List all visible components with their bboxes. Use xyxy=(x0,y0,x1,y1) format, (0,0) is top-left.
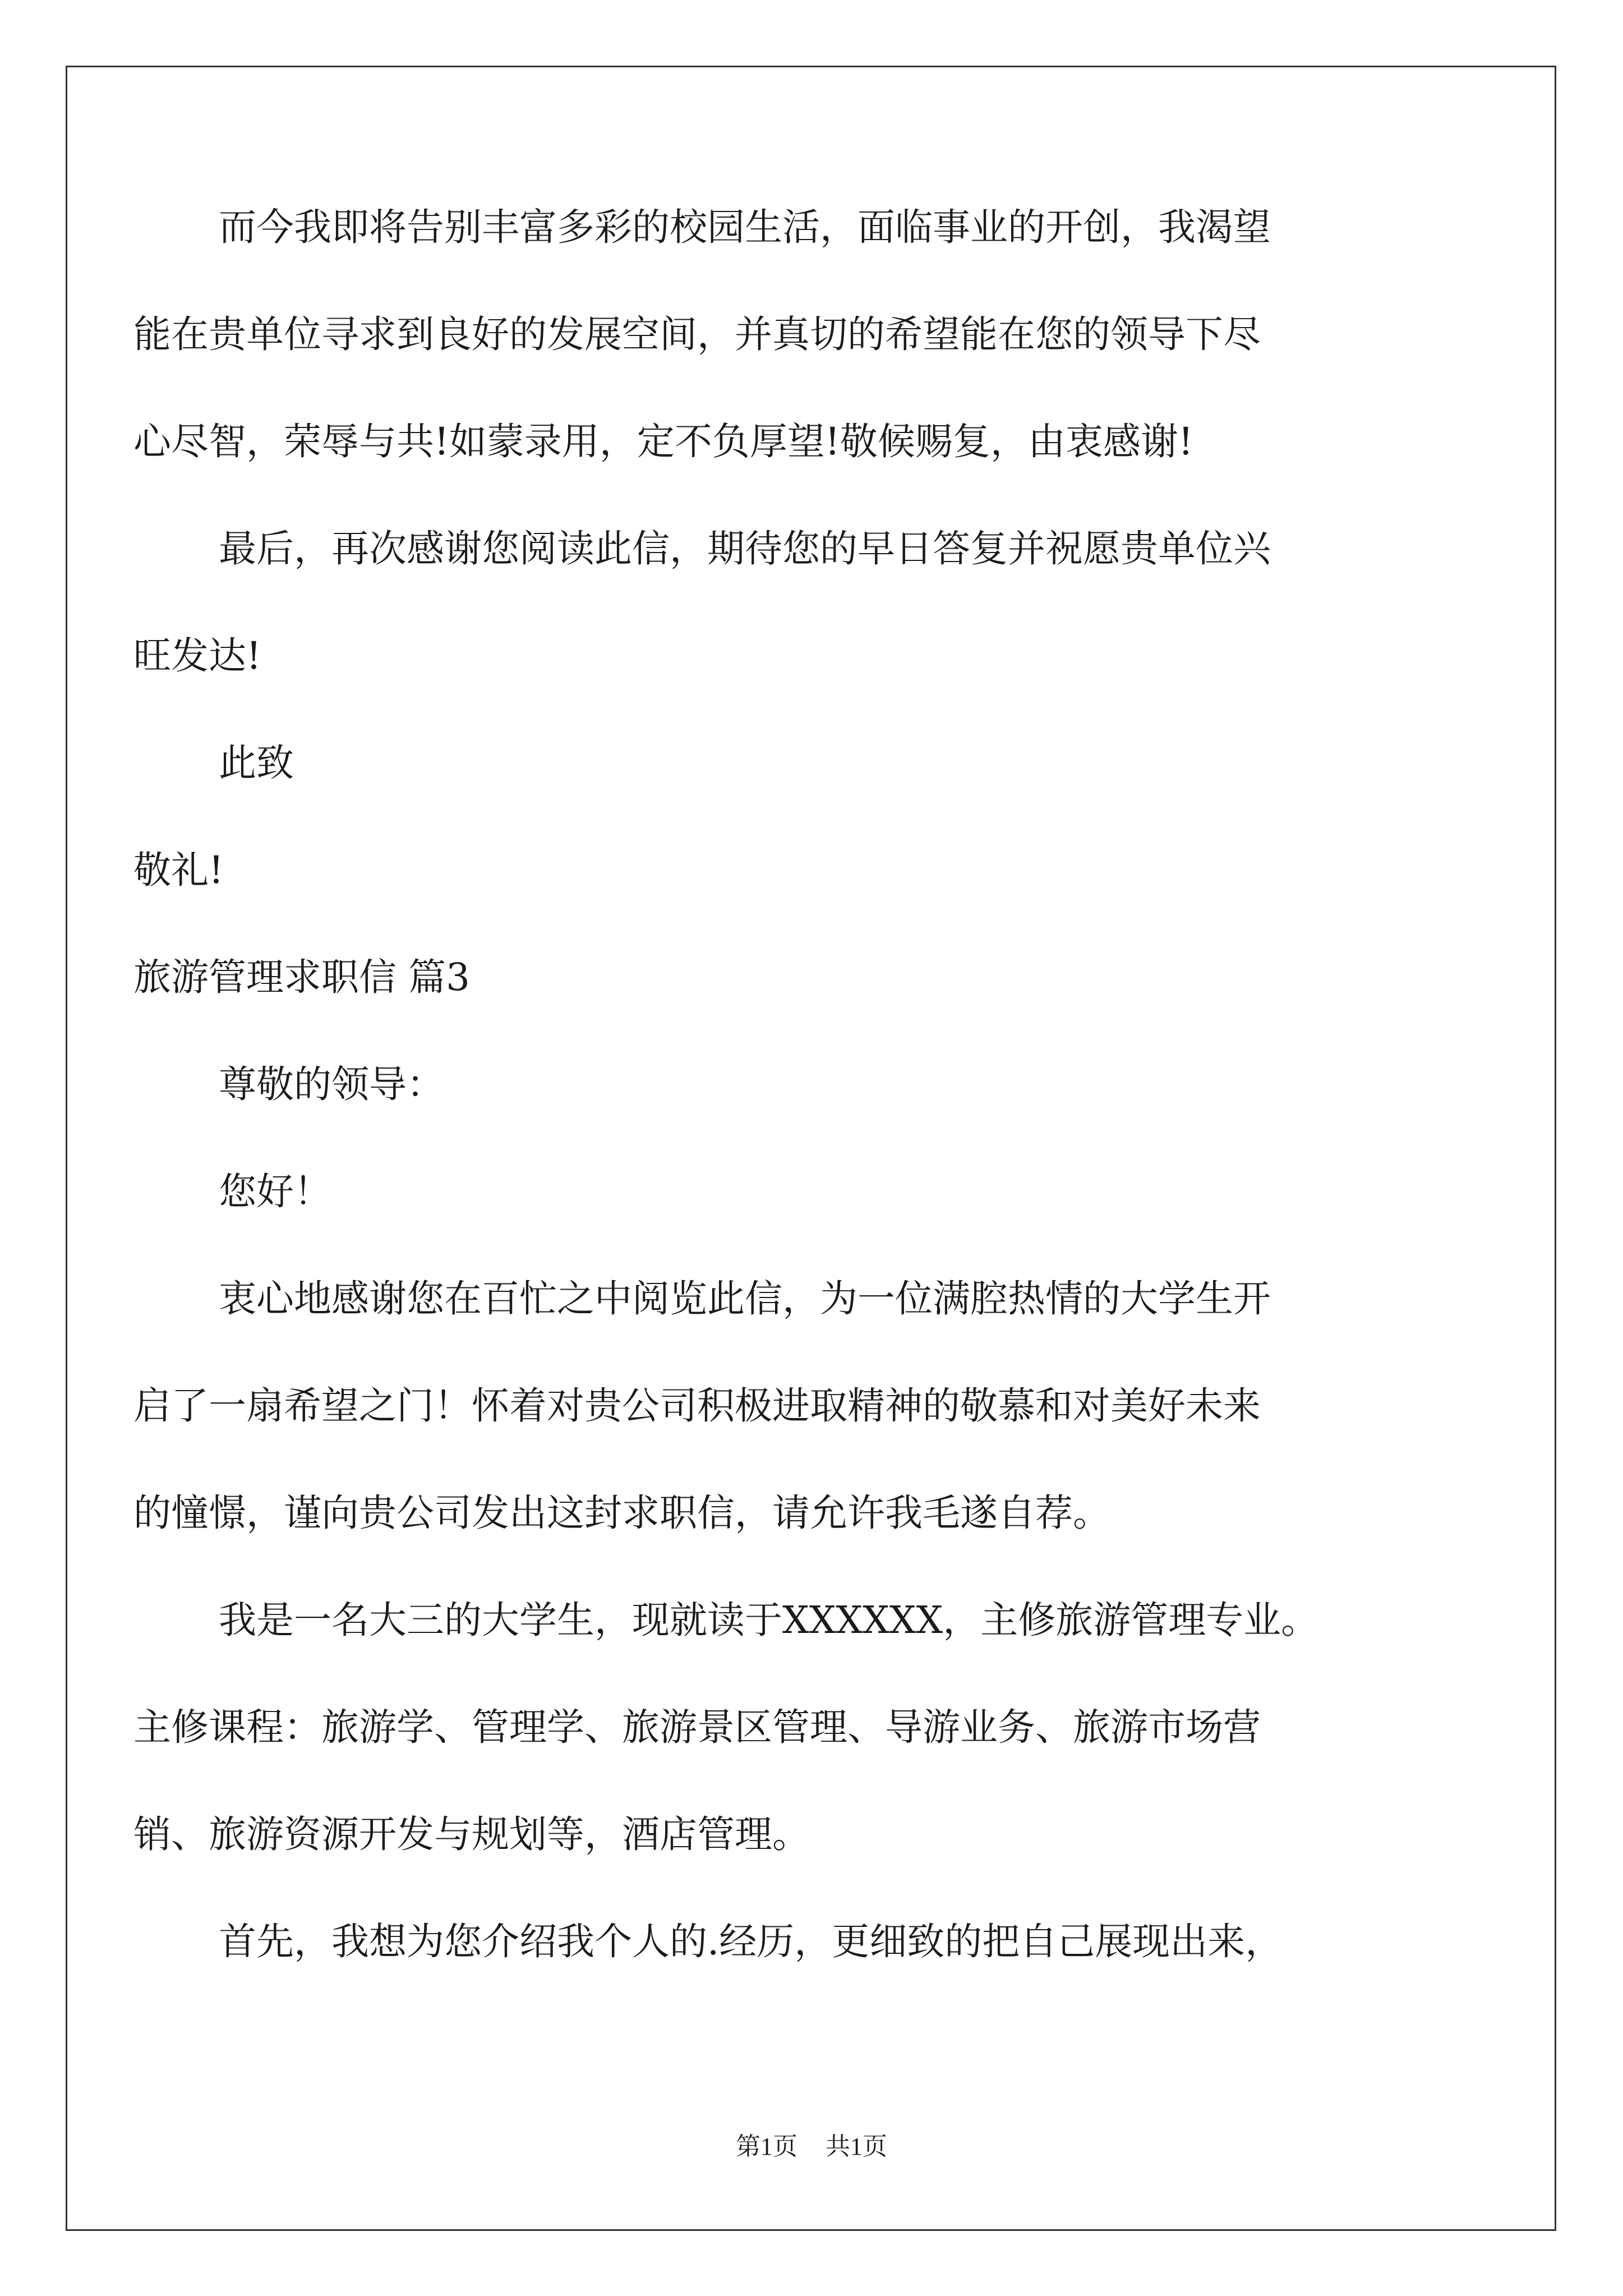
page-total: 共1页 xyxy=(826,2133,887,2160)
text-line: 首先，我想为您介绍我个人的.经历，更细致的把自己展现出来， xyxy=(219,1920,1283,1963)
text-line: 我是一名大三的大学生，现就读于XXXXXX，主修旅游管理专业。 xyxy=(219,1598,1319,1642)
text-line: 主修课程：旅游学、管理学、旅游景区管理、导游业务、旅游市场营 xyxy=(133,1705,1261,1749)
text-line: 启了一扇希望之门！怀着对贵公司积极进取精神的敬慕和对美好未来 xyxy=(133,1384,1261,1428)
text-line: 能在贵单位寻求到良好的发展空间，并真切的希望能在您的领导下尽 xyxy=(133,312,1261,356)
text-line: 销、旅游资源开发与规划等，酒店管理。 xyxy=(133,1812,810,1856)
text-line: 最后，再次感谢您阅读此信，期待您的早日答复并祝愿贵单位兴 xyxy=(219,527,1271,570)
closing-regards: 敬礼! xyxy=(133,848,224,892)
page-number: 第1页 xyxy=(736,2133,797,2160)
closing-salutation: 此致 xyxy=(219,741,294,785)
page-footer xyxy=(0,2126,1623,2162)
greeting-line: 尊敬的领导： xyxy=(219,1062,444,1106)
text-line: 衷心地感谢您在百忙之中阅览此信，为一位满腔热情的大学生开 xyxy=(219,1277,1271,1320)
section-heading: 旅游管理求职信 篇3 xyxy=(133,955,470,999)
text-line: 心尽智，荣辱与共!如蒙录用，定不负厚望!敬候赐复，由衷感谢! xyxy=(133,420,1193,463)
document-body xyxy=(133,174,1485,1995)
text-line: 的憧憬，谨向贵公司发出这封求职信，请允许我毛遂自荐。 xyxy=(133,1491,1110,1535)
greeting-line: 您好！ xyxy=(219,1170,331,1213)
text-line: 旺发达! xyxy=(133,634,261,678)
text-line: 而今我即将告别丰富多彩的校园生活，面临事业的开创，我渴望 xyxy=(219,205,1271,249)
